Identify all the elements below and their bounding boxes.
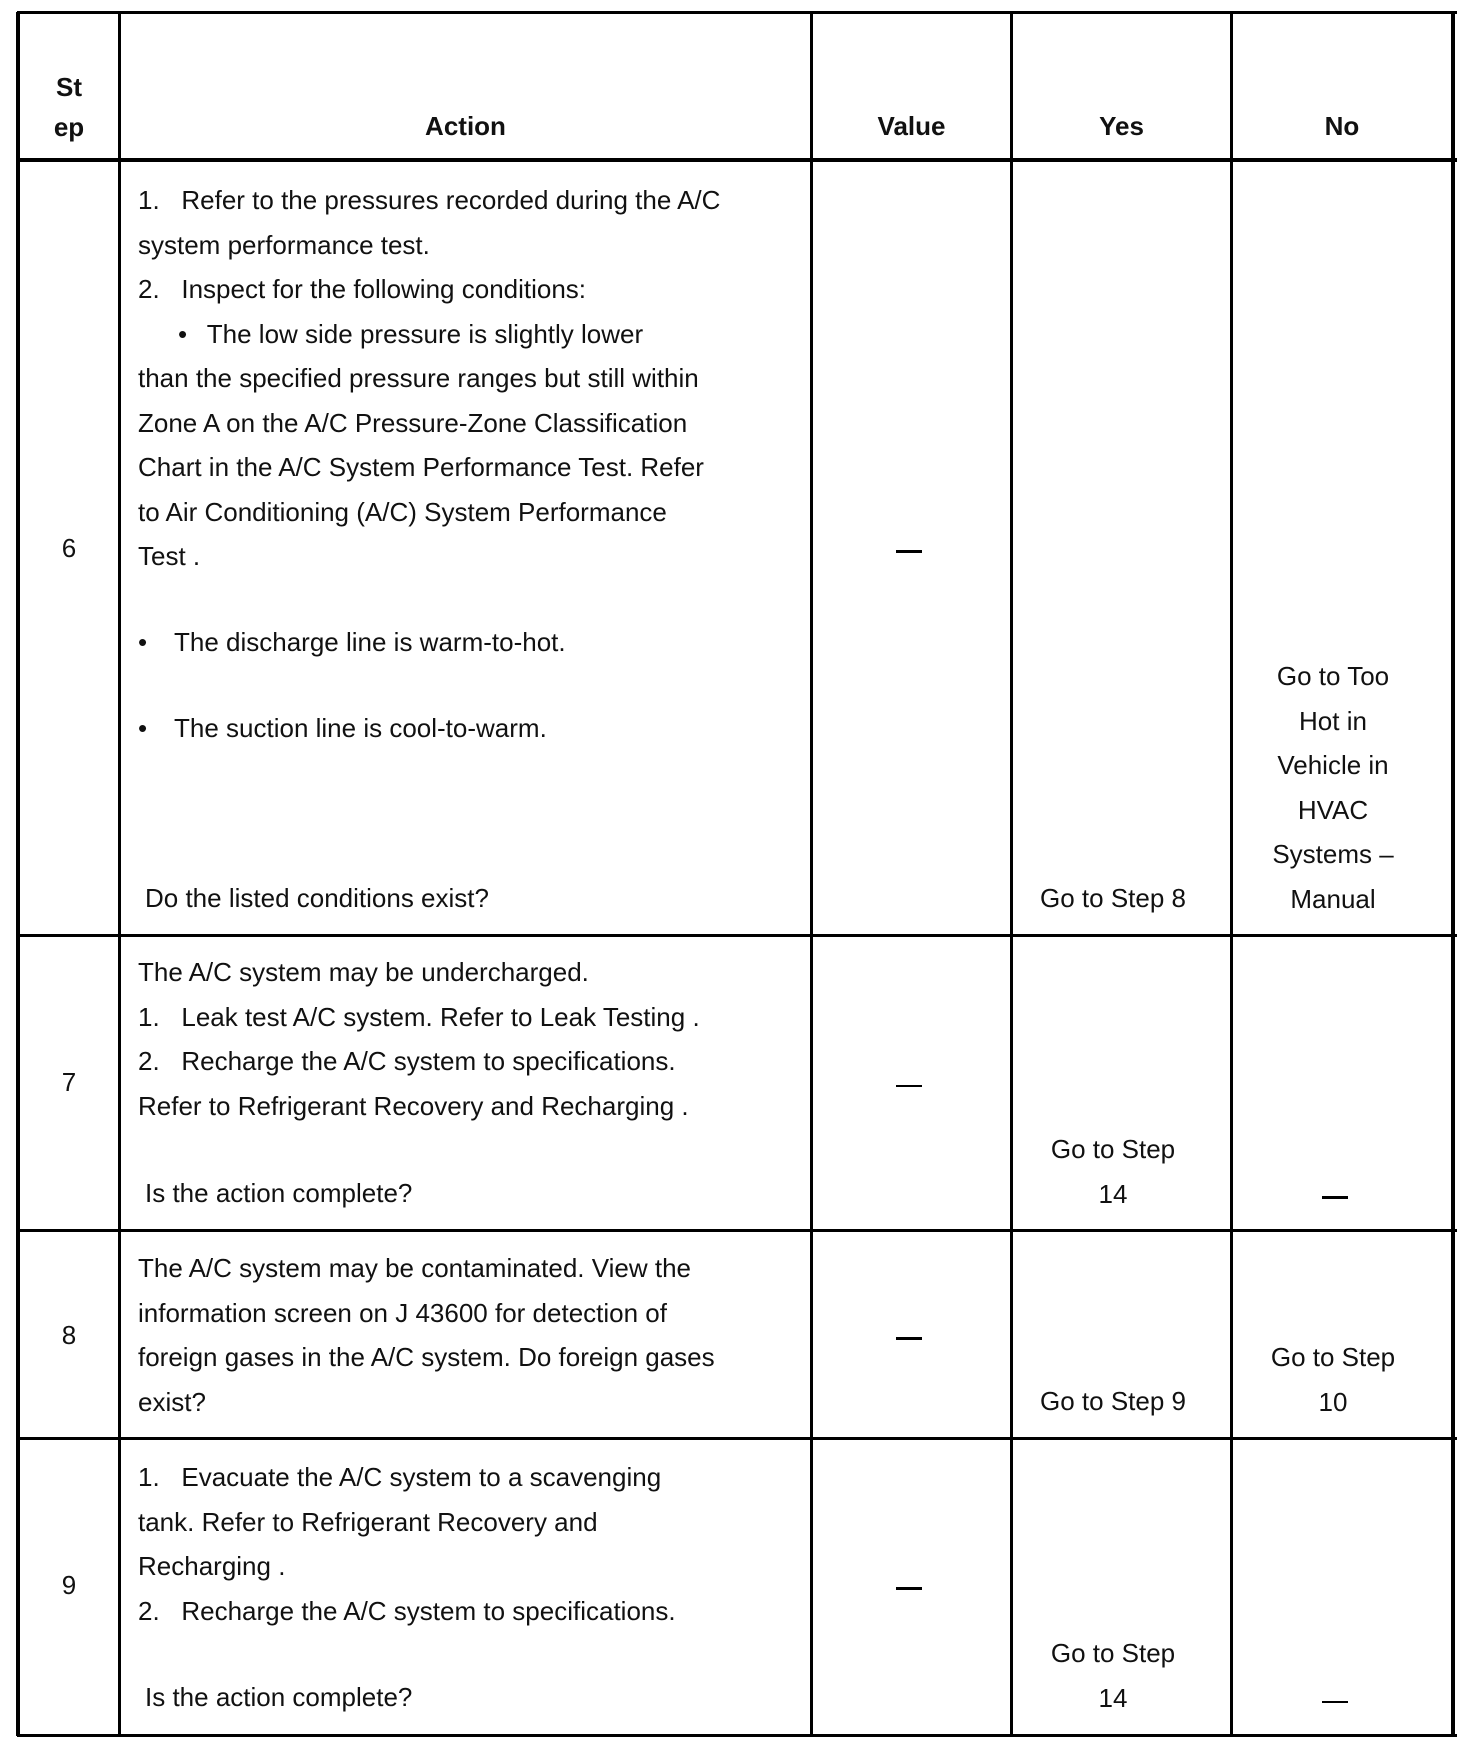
header-step: St ep (53, 72, 85, 142)
yes-result: Go to Step 9 (1040, 1386, 1186, 1416)
header-yes: Yes (1099, 111, 1144, 141)
bullet-icon: • (138, 713, 148, 743)
yes-result: Go to Step 14 (1050, 1134, 1176, 1209)
grid-line (17, 158, 1457, 162)
action-question: Is the action complete? (145, 1178, 413, 1208)
value-dash (896, 1337, 922, 1340)
action-text: The A/C system may be undercharged. 1. Leak test A/C system. Refer to Leak Testing . 2. Recharge the A/C system to specifications. Refer to Refrigerant Recovery and Recharging . (138, 957, 700, 1121)
bullet-icon: • (178, 318, 188, 349)
grid-line (118, 12, 121, 1736)
bullet-icon: • (138, 627, 148, 657)
value-dash (896, 1587, 922, 1590)
grid-line (17, 934, 1457, 937)
action-text: 1. Evacuate the A/C system to a scavenging tank. Refer to Refrigerant Recovery and Recharging . 2. Recharge the A/C system to specifications. (138, 1462, 676, 1626)
yes-result: Go to Step 14 (1050, 1638, 1176, 1713)
header-action: Action (425, 111, 506, 141)
grid-line (17, 1734, 1457, 1737)
value-dash (896, 550, 922, 553)
action-question: Do the listed conditions exist? (145, 883, 489, 913)
grid-line (17, 1437, 1457, 1440)
no-result: Go to Step 10 (1270, 1342, 1396, 1417)
header-value: Value (877, 111, 946, 141)
step-number: 8 (61, 1320, 77, 1350)
grid-line (1010, 12, 1013, 1736)
value-dash (896, 1085, 922, 1087)
no-dash (1322, 1701, 1348, 1703)
step-number: 9 (61, 1570, 77, 1600)
grid-line (17, 1229, 1457, 1232)
action-question: Is the action complete? (145, 1682, 413, 1712)
action-text: The A/C system may be contaminated. View the information screen on J 43600 for detection of foreign gases in the A/C system. Do foreign gases exist? (138, 1253, 715, 1417)
action-text: 1. Refer to the pressures recorded during the A/C system performance test. 2. Inspect for the following conditions: • The low side pressure is slightly lower than the specified pressure ranges but still within Zone A on the A/C Pressure-Zone Classification Chart in the A/C System Performance Test. Refer to Air Conditioning (A/C) System Performance Test . (138, 185, 721, 571)
no-result: Go to Too Hot in Vehicle in HVAC Systems – Manual (1272, 661, 1394, 914)
action-bullet: • The discharge line is warm-to-hot. (138, 620, 566, 665)
grid-line (1451, 12, 1455, 1736)
action-bullet: • The suction line is cool-to-warm. (138, 706, 547, 751)
grid-line (810, 12, 813, 1736)
grid-line (17, 11, 1457, 14)
step-number: 6 (61, 533, 77, 563)
yes-result: Go to Step 8 (1040, 883, 1186, 913)
no-dash (1322, 1196, 1348, 1199)
header-no: No (1324, 111, 1360, 141)
step-number: 7 (61, 1067, 77, 1097)
grid-line (16, 12, 20, 1736)
